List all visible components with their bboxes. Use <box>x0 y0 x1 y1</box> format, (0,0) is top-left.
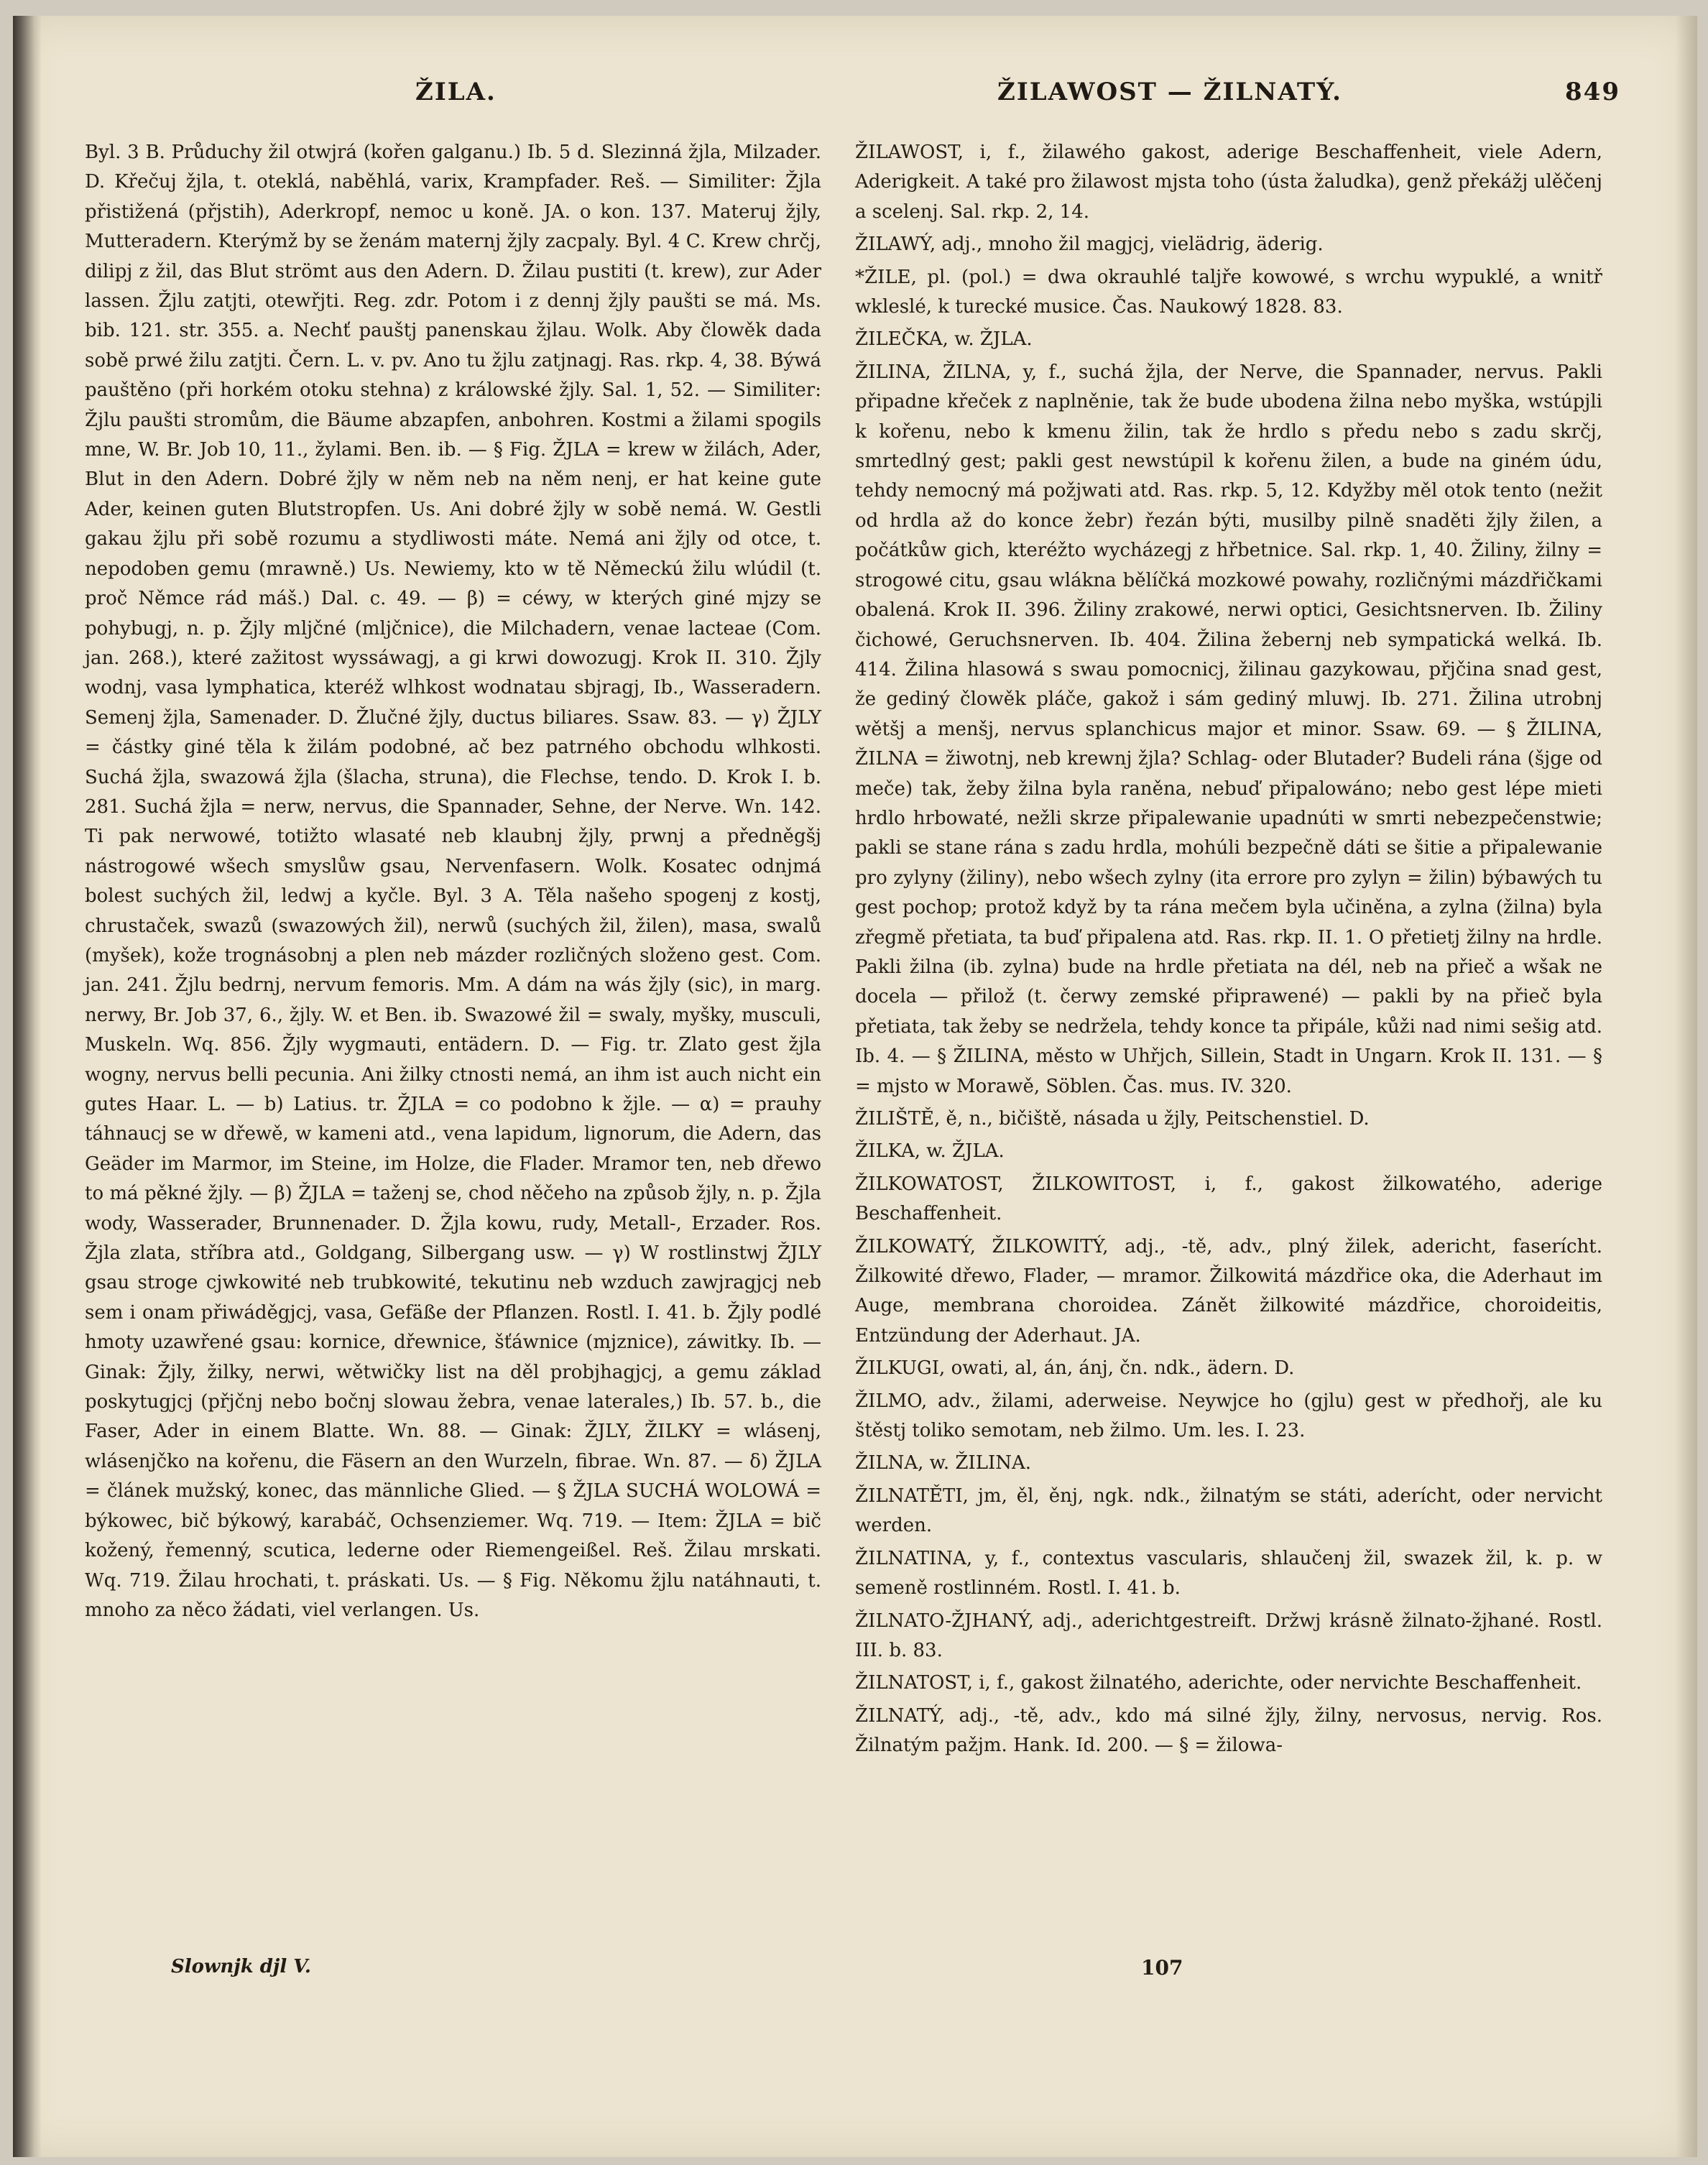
signature-line: Slownjk djl V. <box>171 1956 311 1977</box>
entry-zilka: ŽILKA, w. ŽJLA. <box>855 1140 1005 1163</box>
page-edge <box>1676 16 1697 2157</box>
entry-zilnatost: ŽILNATOST, i, f., gakost žilnatého, aderichte, oder nervichte Beschaffenheit. <box>855 1672 1582 1694</box>
book-gutter <box>13 16 42 2157</box>
entry-zilnaty: ŽILNATÝ, adj., -tě, adv., kdo má silné žjly, žilny, nervosus, nervig. Ros. Žilnatým pažjm. Hank. Id. 200. — § = žilowa- <box>855 1704 1602 1757</box>
entry-zilkugi: ŽILKUGI, owati, al, án, ánj, čn. ndk., ädern. D. <box>855 1357 1295 1380</box>
entry-zilnato-zjhany: ŽILNATO-ŽJHANÝ, adj., aderichtgestreift. Držwj krásně žilnato-žjhané. Rostl. III. b. 83. <box>855 1610 1602 1661</box>
sheet-number: 107 <box>1141 1956 1183 1980</box>
left-column-text: Byl. 3 B. Průduchy žil otwjrá (kořen galganu.) Ib. 5 d. Slezinná žjla, Milzader. D. Křečuj žjla, t. oteklá, naběhlá, varix, Krampfader. Reš. — Similiter: Žjla přistižená (přjstih), Aderkropf, nemoc u koně. JA. o kon. 137. Materuj žjly, Mutteradern. Kterýmž by se ženám maternj žjly zacpaly. Byl. 4 C. Krew chrčj, dilipj z žil, das Blut strömt aus den Adern. D. Žilau pustiti (t. krew), zur Ader lassen. Žjlu zatjti, otewřjti. Reg. zdr. Potom i z dennj žjly paušti se má. Ms. bib. 121. str. 355. a. Nechť pauštj panenskau žjlau. Wolk. Aby člowěk dada sobě prwé žilu zatjti. Čern. L. v. pv. Ano tu žjlu zatjnagj. Ras. rkp. 4, 38. Býwá pauštěno (při horkém otoku stehna) z králowské žjly. Sal. 1, 52. — Similiter: Žjlu paušti stromům, die Bäume abzapfen, anbohren. Kostmi a žilami spogils mne, W. Br. Job 10, 11., žylami. Ben. ib. — § Fig. ŽJLA = krew w žilách, Ader, Blut in den Adern. Dobré žjly w něm neb na něm nenj, er hat keine gute Ader, keinen guten Blutstropfen. Us. Ani dobré žjly w sobě nemá. W. Gestli gakau žjlu při sobě rozumu a stydliwosti máte. Nemá ani žjly od otce, t. nepodoben gemu (mrawně.) Us. Newiemy, kto w tě Německú žilu wlúdil (t. proč Němce rád máš.) Dal. c. 49. — β) = céwy, w kterých giné mjzy se pohybugj, n. p. Žjly mljčné (mljčnice), die Milchadern, venae lacteae (Com. jan. 268.), které zažitost wyssáwagj, a gi krwi dowozugj. Krok II. 310. Žjly wodnj, vasa lymphatica, kteréž wlhkost wodnatau sbjragj, Ib., Wasseradern. Semenj žjla, Samenader. D. Žlučné žjly, ductus biliares. Ssaw. 83. — γ) ŽJLY = částky giné těla k žilám podobné, ač bez patrného obchodu wlhkosti. Suchá žjla, swazowá žjla (šlacha, struna), die Flechse, tendo. D. Krok I. b. 281. Suchá žjla = nerw, nervus, die Spannader, Sehne, der Nerve. Wn. 142. Ti pak nerwowé, totižto wlasaté neb klaubnj žjly, prwnj a předněgšj nástrogowé wšech smyslůw gsau, Nervenfasern. Wolk. Kosatec odnjmá bolest suchých žil, ledwj a kyčle. Byl. 3 A. Těla našeho spogenj z kostj, chrustaček, swazů (swazowých žil), nerwů (suchých žil, žilen), masa, swalů (myšek), kože trognásobnj a plen neb mázder rozličných složeno gest. Com. jan. 241. Žjlu bedrnj, nervum femoris. Mm. A dám na wás žjly (sic), in marg. nerwy, Br. Job 37, 6., žjly. W. et Ben. ib. Swazowé žil = swaly, myšky, musculi, Muskeln. Wq. 856. Žjly wygmauti, entädern. D. — Fig. tr. Zlato gest žjla wogny, nervus belli pecunia. Ani žilky ctnosti nemá, an ihm ist auch nicht ein gutes Haar. L. — b) Latius. tr. ŽJLA = co podobno k žjle. — α) = prauhy táhnaucj se w dřewě, w kameni atd., vena lapidum, lignorum, die Adern, das Geäder im Marmor, im Steine, im Holze, die Flader. Mramor ten, neb dřewo to má pěkné žjly. — β) ŽJLA = taženj se, chod něčeho na způsob žjly, n. p. Žjla wody, Wasserader, Brunnenader. D. Žjla kowu, rudy, Metall-, Erzader. Ros. Žjla zlata, stříbra atd., Goldgang, Silbergang usw. — γ) W rostlinstwj ŽJLY gsau stroge cjwkowité neb trubkowité, tekutinu neb wzduch zawjragjcj neb sem i onam přiwáděgjcj, vasa, Gefäße der Pflanzen. Rostl. I. 41. b. Žjly podlé hmoty uzawřené gsau: kornice, dřewnice, šťáwnice (mjznice), záwitky. Ib. — Ginak: Žjly, žilky, nerwi, wětwičky list na děl probjhagjcj, a gemu základ poskytugjcj (přjčnj nebo bočnj slowau žebra, venae laterales,) Ib. 57. b., die Faser, Ader in einem Blatte. Wn. 88. — Ginak: ŽJLY, ŽILKY = wlásenj, wlásenjčko na kořenu, die Fäsern an den Wurzeln, fibrae. Wn. 87. — δ) ŽJLA = článek mužský, konec, das männliche Glied. — § ŽJLA SUCHÁ WOLOWÁ = býkowec, bič býkowý, karabáč, Ochsenziemer. Wq. 719. — Item: ŽJLA = bič kožený, řemenný, scutica, lederne oder Riemengeißel. Reš. Žilau mrskati. Wq. 719. Žilau hrochati, t. práskati. Us. — § Fig. Někomu žjlu natáhnauti, t. mnoho za něco žádati, viel verlangen. Us. <box>85 142 821 1621</box>
running-head-right: ŽILAWOST — ŽILNATÝ. <box>997 78 1342 106</box>
entry-zilkowaty: ŽILKOWATÝ, ŽILKOWITÝ, adj., -tě, adv., plný žilek, adericht, faserícht. Žilkowité dřewo, Flader, — mramor. Žilkowitá mázdřice oka, die Aderhaut im Auge, membrana choroidea. Zánět žilkowité mázdřice, choroideitis, Entzündung der Aderhaut. JA. <box>855 1235 1602 1347</box>
entry-zilna: ŽILNA, w. ŽILINA. <box>855 1452 1032 1474</box>
entry-zile: *ŽILE, pl. (pol.) = dwa okrauhlé taljře kowowé, s wrchu wypuklé, a wnitř wkleslé, k turecké musice. Čas. Naukowý 1828. 83. <box>855 266 1602 318</box>
dictionary-page <box>13 16 1697 2157</box>
entry-zilmo: ŽILMO, adv., žilami, aderweise. Neywjce ho (gjlu) gest w předhořj, ale ku štěstj toliko semotam, neb žilmo. Um. les. I. 23. <box>855 1390 1602 1442</box>
entry-zilkowatost: ŽILKOWATOST, ŽILKOWITOST, i, f., gakost žilkowatého, aderige Beschaffenheit. <box>855 1173 1602 1225</box>
entry-zilina: ŽILINA, ŽILNA, y, f., suchá žjla, der Nerve, die Spannader, nervus. Pakli připadne křeček z naplněnie, tak že bude ubodena žilna nebo myška, wstúpjli k kořenu, nebo k kmenu žilin, tak že hrdlo s předu nebo s zadu skrčj, smrtedlný gest; pakli gest newstúpil k kořenu žilen, a bude na giném údu, tehdy nemocný má požjwati atd. Ras. rkp. 5, 12. Kdyžby měl otok tento (nežit od hrdla až do konce žebr) řezán býti, musilby pilně snaděti žjly žilen, a počátkůw gich, kteréžto wycházegj z hřbetnice. Sal. rkp. 1, 40. Žiliny, žilny = strogowé citu, gsau wlákna bělíčká mozkowé powahy, rozličnými mázdřičkami obalená. Krok II. 396. Žiliny zrakowé, nerwi optici, Gesichtsnerven. Ib. Žiliny čichowé, Geruchsnerven. Ib. 404. Žilina žebernj neb sympatická welká. Ib. 414. Žilina hlasowá s swau pomocnicj, žilinau gazykowau, přjčina snad gest, že gediný člowěk pláče, gakož i sám gediný mluwj. Ib. 271. Žilina utrobnj wětšj a menšj, nervus splanchicus major et minor. Ssaw. 69. — § ŽILINA, ŽILNA = žiwotnj, neb krewnj žjla? Schlag- oder Blutader? Budeli rána (šjge od meče) tak, žeby žilna byla raněna, nebuď připalowáno; nebo gest lépe mieti hrdlo hrbowaté, nežli skrze připalewanie upadnúti w smrti nebezpečenstwie; pakli se stane rána s zadu hrdla, mohúli bezpečně dáti se šitie a připalewanie pro zylyny (žiliny), nebo wšech zylny (ita errore pro zylyn = žilin) býbawých tu gest pochop; protož když by ta rána mečem byla učiněna, a zylna (žilna) byla zřegmě přetiata, ta buď připalena atd. Ras. rkp. II. 1. O přetietj žilny na hrdle. Pakli žilna (ib. zylna) bude na hrdle přetiata na dél, neb na přieč a wšak ne docela — přilož (t. čerwy zemské připrawené) — pakli by na přieč byla přetiata, tak žeby se nedržela, tehdy konce ta připále, kůži nad nimi sešig atd. Ib. 4. — § ŽILINA, město w Uhřjch, Sillein, Stadt in Ungarn. Krok II. 131. — § = mjsto w Morawě, Söblen. Čas. mus. IV. 320. <box>855 361 1602 1097</box>
entry-zilawy: ŽILAWÝ, adj., mnoho žil magjcj, vielädrig, äderig. <box>855 234 1324 256</box>
left-column <box>85 138 821 1625</box>
running-head-left: ŽILA. <box>415 78 497 106</box>
entry-ziliste: ŽILIŠTĚ, ě, n., bičiště, násada u žjly, Peitschenstiel. D. <box>855 1108 1370 1130</box>
entry-zilnatina: ŽILNATINA, y, f., contextus vascularis, shlaučenj žil, swazek žil, k. p. w semeně rostlinném. Rostl. I. 41. b. <box>855 1547 1602 1599</box>
entry-zilnateti: ŽILNATĚTI, jm, ěl, ěnj, ngk. ndk., žilnatým se státi, aderícht, oder nervicht werden. <box>855 1485 1602 1537</box>
entry-zilecka: ŽILEČKA, w. ŽJLA. <box>855 328 1033 351</box>
entry-zilawost: ŽILAWOST, i, f., žilawého gakost, aderige Beschaffenheit, viele Adern, Aderigkeit. A také pro žilawost mjsta toho (ústa žaludka), genž překážj ulěčenj a scelenj. Sal. rkp. 2, 14. <box>855 142 1602 223</box>
page-number: 849 <box>1565 78 1620 106</box>
right-column <box>855 138 1602 1764</box>
